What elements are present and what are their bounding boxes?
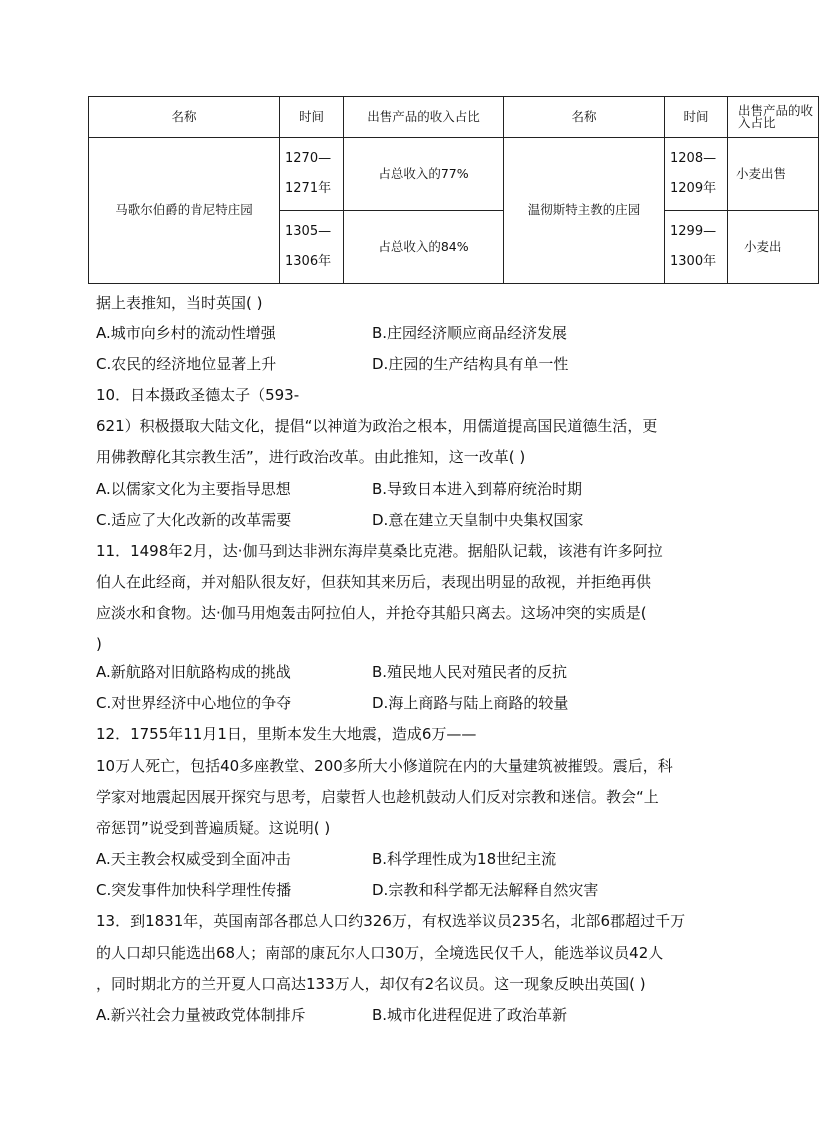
header-time-2: 时间 <box>665 97 728 138</box>
right-year-end: 1300年 <box>670 254 717 269</box>
q10-option-c: C.适应了大化改新的改革需要 <box>96 511 292 529</box>
header-name-2: 名称 <box>504 97 665 138</box>
left-year-end: 1306年 <box>285 254 332 269</box>
q12-line-4: 帝惩罚”说受到普遍质疑。这说明( ) <box>96 819 331 837</box>
left-year-start: 1305— <box>285 224 332 239</box>
left-year-cell <box>280 211 344 284</box>
q13-line-1: 13．到1831年，英国南部各郡总人口约326万，有权选举议员235名，北部6郡超过千万 <box>96 912 686 930</box>
q12-option-b: B.科学理性成为18世纪主流 <box>372 850 557 868</box>
left-year-start: 1270— <box>285 151 332 166</box>
q9-option-c: C.农民的经济地位显著上升 <box>96 355 277 373</box>
table-header-row <box>89 97 819 138</box>
q10-option-d: D.意在建立天皇制中央集权国家 <box>372 511 584 529</box>
q13-line-2: 的人口却只能选出68人；南部的康瓦尔人口30万，全境选民仅千人，能选举议员42人 <box>96 944 664 962</box>
right-year-start: 1208— <box>670 151 717 166</box>
q12-line-2: 10万人死亡，包括40多座教堂、200多所大小修道院在内的大量建筑被摧毁。震后，科 <box>96 757 673 775</box>
q13-option-b: B.城市化进程促进了政治革新 <box>372 1006 568 1024</box>
q11-line-2: 伯人在此经商，并对船队很友好，但获知其来历后，表现出明显的敌视，并拒绝再供 <box>96 573 652 591</box>
q12-option-d: D.宗教和科学都无法解释自然灾害 <box>372 881 599 899</box>
table-row <box>89 138 819 211</box>
q9-option-a: A.城市向乡村的流动性增强 <box>96 324 276 342</box>
q11-line-1: 11．1498年2月，达·伽马到达非洲东海岸莫桑比克港。据船队记载，该港有许多阿拉 <box>96 542 663 560</box>
header-name-1: 名称 <box>89 97 280 138</box>
right-year-cell <box>665 211 728 284</box>
q11-option-d: D.海上商路与陆上商路的较量 <box>372 694 569 712</box>
left-share-cell: 占总收入的77% <box>344 138 504 211</box>
left-year-end: 1271年 <box>285 181 332 196</box>
right-share-cell: 小麦出 <box>728 211 819 284</box>
estate-income-table-wrapper <box>88 96 814 292</box>
q12-line-1: 12．1755年11月1日，里斯本发生大地震，造成6万—— <box>96 725 477 743</box>
header-time-1: 时间 <box>280 97 344 138</box>
q12-line-3: 学家对地震起因展开探究与思考，启蒙哲人也趁机鼓动人们反对宗教和迷信。教会“上 <box>96 788 659 806</box>
q9-option-d: D.庄园的生产结构具有单一性 <box>372 355 569 373</box>
q11-option-a: A.新航路对旧航路构成的挑战 <box>96 663 291 681</box>
q10-line-2: 621）积极摄取大陆文化，提倡“以神道为政治之根本，用儒道提高国民道德生活，更 <box>96 417 658 435</box>
q11-option-b: B.殖民地人民对殖民者的反抗 <box>372 663 568 681</box>
left-share-cell: 占总收入的84% <box>344 211 504 284</box>
q11-option-c: C.对世界经济中心地位的争夺 <box>96 694 292 712</box>
q13-line-3: ，同时期北方的兰开夏人口高达133万人，却仅有2名议员。这一现象反映出英国( ) <box>96 975 646 993</box>
q11-line-4: ) <box>96 635 102 653</box>
right-year-cell <box>665 138 728 211</box>
left-estate-name: 马歌尔伯爵的肯尼特庄园 <box>89 138 280 284</box>
right-estate-name: 温彻斯特主教的庄园 <box>504 138 665 284</box>
q11-line-3: 应淡水和食物。达·伽马用炮轰击阿拉伯人，并抢夺其船只离去。这场冲突的实质是( <box>96 604 647 622</box>
q10-option-a: A.以儒家文化为主要指导思想 <box>96 480 291 498</box>
header-share-1: 出售产品的收入占比 <box>344 97 504 138</box>
q12-option-c: C.突发事件加快科学理性传播 <box>96 881 292 899</box>
header-share-2: 出售产品的收入占比 <box>728 97 819 138</box>
q10-line-1: 10．日本摄政圣德太子（593- <box>96 386 300 404</box>
q13-option-a: A.新兴社会力量被政党体制排斥 <box>96 1006 306 1024</box>
left-year-cell <box>280 138 344 211</box>
q10-option-b: B.导致日本进入到幕府统治时期 <box>372 480 583 498</box>
q9-stem: 据上表推知，当时英国( ) <box>96 294 263 312</box>
q9-option-b: B.庄园经济顺应商品经济发展 <box>372 324 568 342</box>
right-year-start: 1299— <box>670 224 717 239</box>
estate-income-table <box>88 96 819 284</box>
q12-option-a: A.天主教会权威受到全面冲击 <box>96 850 291 868</box>
q10-line-3: 用佛教醇化其宗教生活”，进行政治改革。由此推知，这一改革( ) <box>96 448 526 466</box>
right-share-cell: 小麦出售 <box>728 138 819 211</box>
right-year-end: 1209年 <box>670 181 717 196</box>
